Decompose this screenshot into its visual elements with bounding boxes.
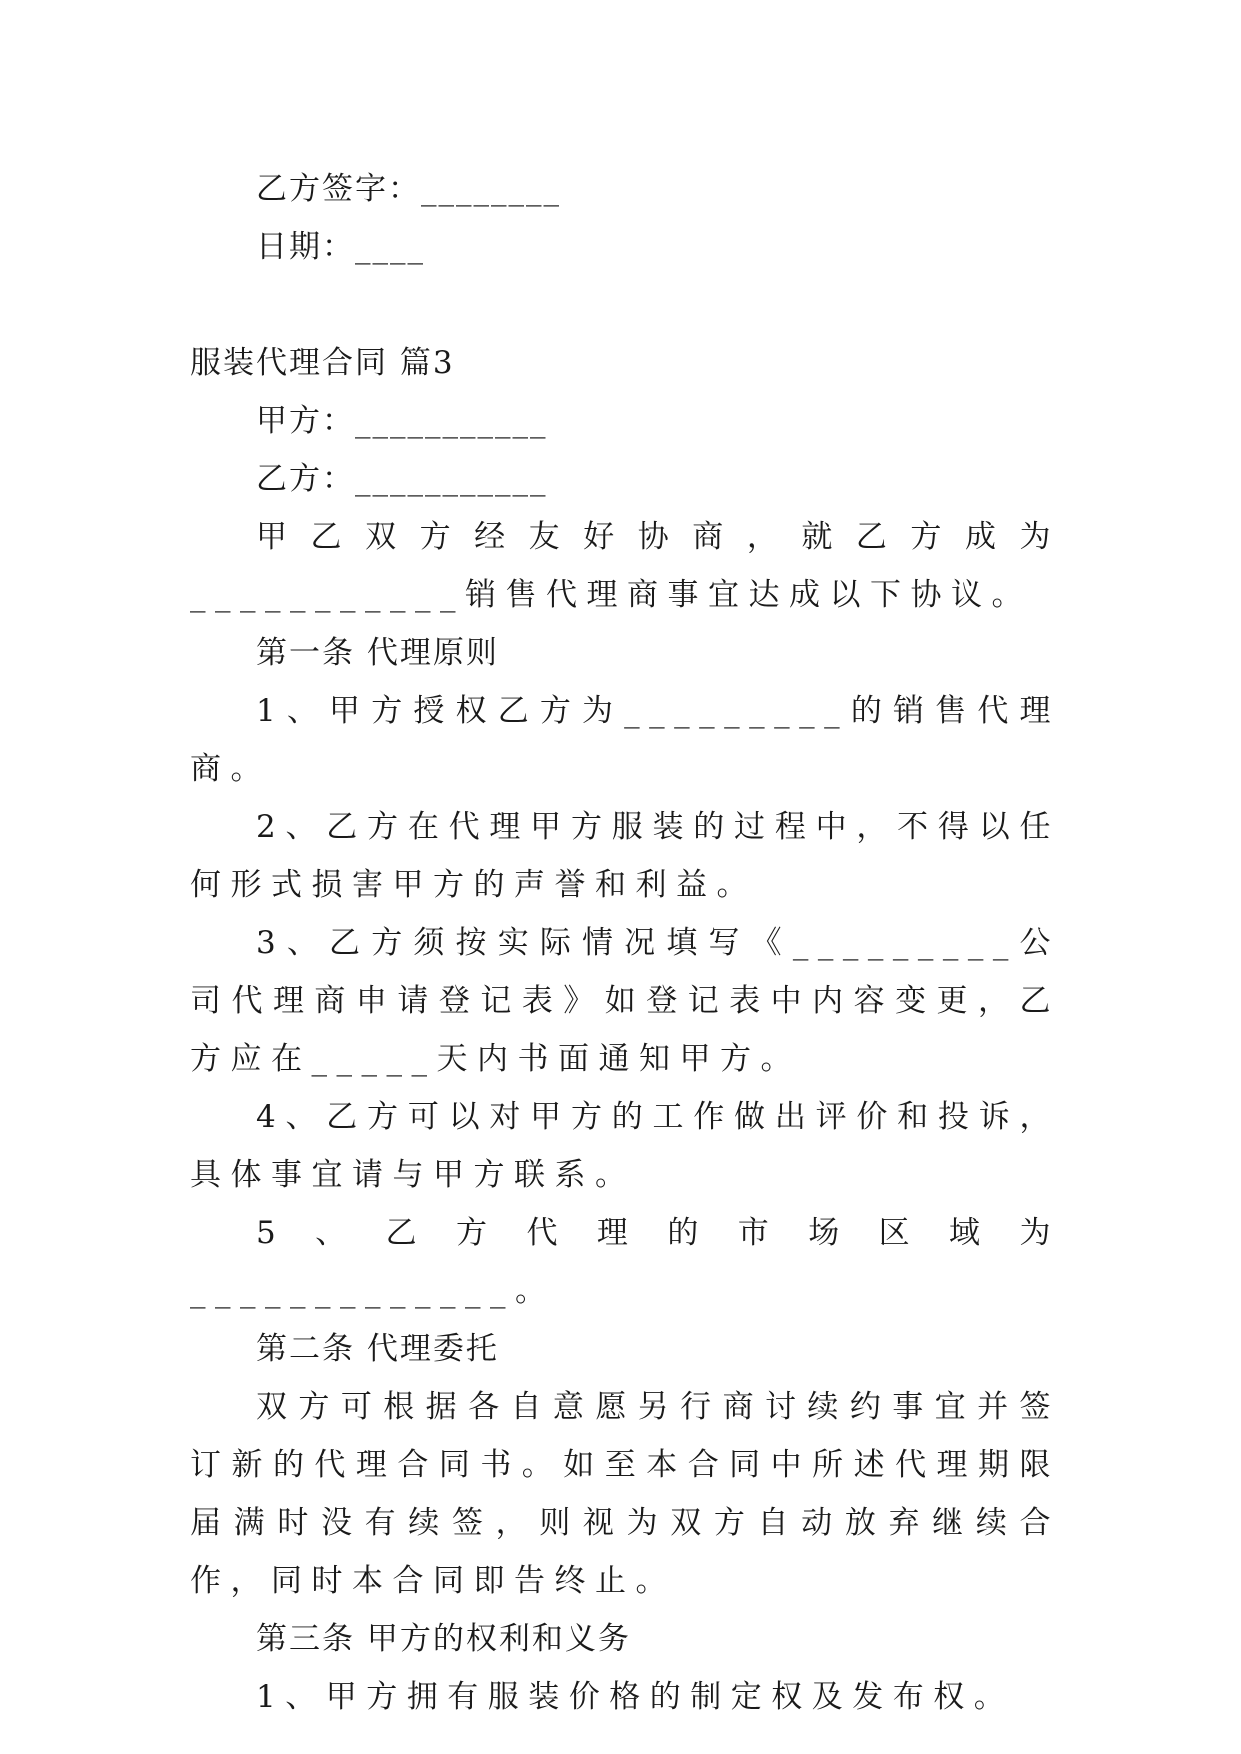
party-b-line: 乙方：___________ <box>256 461 548 497</box>
article-1-title: 第一条 代理原则 <box>256 635 499 671</box>
intro-paragraph: 甲乙双方经友好协商，就乙方成为___________销售代理商事宜达成以下协议。 <box>190 519 1060 613</box>
document-body <box>190 160 1060 1726</box>
date-line: 日期：____ <box>256 229 425 265</box>
article-1-item-3: 3、乙方须按实际情况填写《_________公司代理商申请登记表》如登记表中内容变更，乙方应在_____天内书面通知甲方。 <box>190 925 1060 1077</box>
article-1-item-5: 5、乙方代理的市场区域为_____________。 <box>190 1215 1060 1309</box>
article-2-title: 第二条 代理委托 <box>256 1331 499 1367</box>
article-1-item-4: 4、乙方可以对甲方的工作做出评价和投诉，具体事宜请与甲方联系。 <box>190 1099 1060 1193</box>
section-spacer <box>190 276 1060 334</box>
article-3-item-1: 1、甲方拥有服装价格的制定权及发布权。 <box>256 1679 1015 1715</box>
party-a-line: 甲方：___________ <box>256 403 548 439</box>
article-1-item-1: 1、甲方授权乙方为_________的销售代理商。 <box>190 693 1060 787</box>
article-2-paragraph: 双方可根据各自意愿另行商讨续约事宜并签订新的代理合同书。如至本合同中所述代理期限届满时没有续签，则视为双方自动放弃继续合作，同时本合同即告终止。 <box>190 1389 1060 1599</box>
article-3-title: 第三条 甲方的权利和义务 <box>256 1621 631 1657</box>
party-b-signature-line: 乙方签字：________ <box>256 171 561 207</box>
section-title: 服装代理合同 篇3 <box>190 345 455 381</box>
article-1-item-2: 2、乙方在代理甲方服装的过程中，不得以任何形式损害甲方的声誉和利益。 <box>190 809 1060 903</box>
